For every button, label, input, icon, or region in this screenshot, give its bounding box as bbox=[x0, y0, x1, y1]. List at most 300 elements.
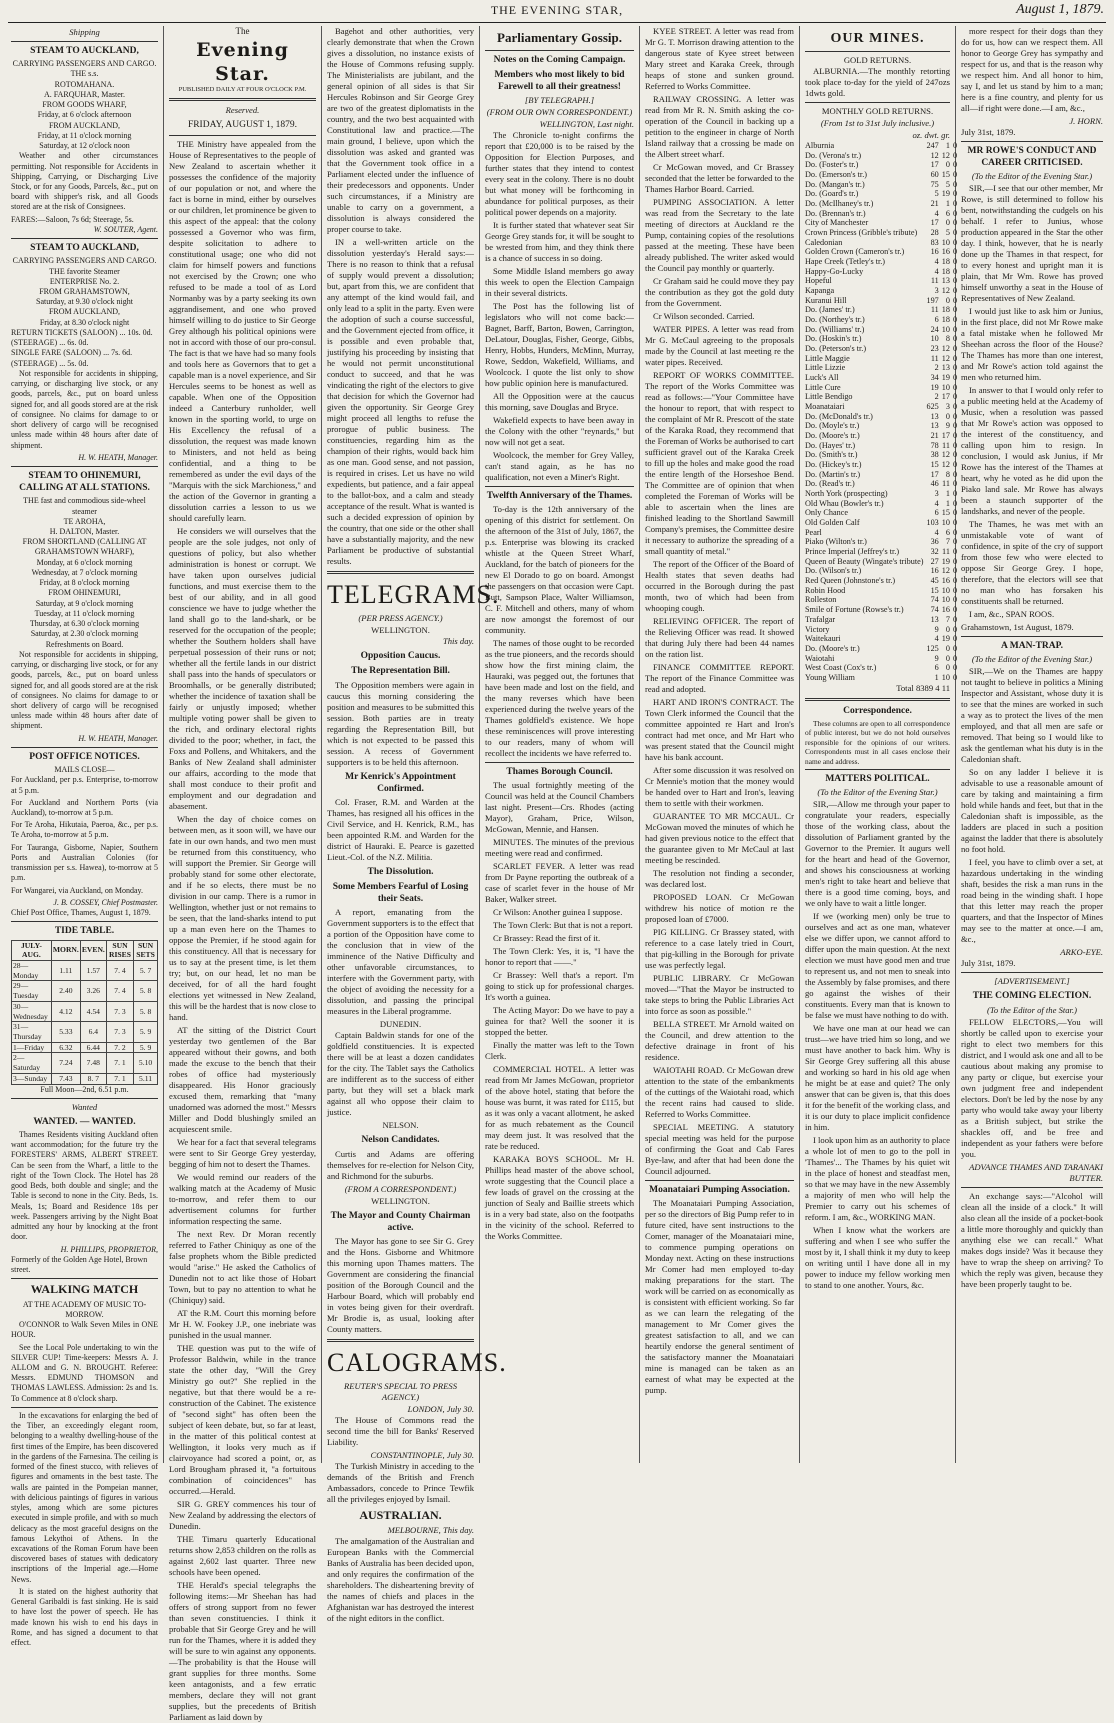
mine-name: Only Chance bbox=[805, 508, 848, 518]
table-row bbox=[805, 325, 957, 335]
article-paragraph: Finally the matter was left to the Town Clerk. bbox=[485, 1040, 634, 1062]
ad-title: STEAM TO AUCKLAND, bbox=[30, 46, 139, 56]
article-paragraph: COMMERCIAL HOTEL. A letter was read from Mr James McGowan, proprietor of the above hotel, stating that before the house was burnt, it was rated for £115, but as it was only a vacant allotment, he asked for as much rebatement as the Council may deem just. It was resolved that the rate be reduced. bbox=[485, 1064, 634, 1152]
gold-amount: 9 bbox=[934, 653, 939, 663]
returns-total: 8389 4 11 bbox=[915, 682, 950, 693]
postmaster: J. B. COSSEY, Chief Postmaster. bbox=[53, 897, 158, 907]
article-paragraph: Woolcock, the member for Grey Valley, can't stand again, as he has no qualification, not even a Miner's Right. bbox=[485, 450, 634, 483]
gold-amount: 1 bbox=[945, 489, 950, 499]
letter-body bbox=[805, 799, 950, 1291]
walking-match-body: O'CONNOR to Walk Seven Miles in ONE HOUR. bbox=[11, 1320, 158, 1340]
mine-name: Kuranui Hill bbox=[805, 295, 847, 305]
mine-name: Do. (Martin's tr.) bbox=[805, 469, 861, 479]
article-paragraph: RELIEVING OFFICER. The report of the Relieving Officer was read. It showed that during July there had been 44 names on the ration list. bbox=[645, 616, 794, 659]
tide-cell: 31—Thursday bbox=[12, 1022, 52, 1042]
letter-paragraph: The Thames, he was met with an unmistakable vote of want of confidence, in spite of the cry of support from those few who were elected to oppose Sir George Grey. I hope, therefore, that the electors will see that no man who has forsaken his constituents shall be returned. bbox=[961, 519, 1103, 607]
gold-amount: 0 bbox=[945, 411, 950, 421]
tide-table-body bbox=[12, 960, 158, 1084]
australian-title: AUSTRALIAN. bbox=[359, 1508, 442, 1523]
article-paragraph: PROPOSED LOAN. Cr McGowan withdrew his notice of motion re the proposed loan of £7000. bbox=[645, 892, 794, 924]
gold-amount: 74 bbox=[930, 595, 939, 605]
article-heading: Moanataiari Pumping Association. bbox=[649, 1185, 790, 1195]
telegram-heading: The Mayor and County Chairman active. bbox=[330, 1210, 471, 1233]
gold-returns-note: ALBURNIA.—The monthly retorting took place to-day for the yield of 247ozs 1dwts gold. bbox=[805, 65, 950, 98]
mine-name: Do. (Hoskin's tr.) bbox=[805, 334, 862, 344]
letter-signature: J. HORN. bbox=[1069, 116, 1103, 126]
column-council-continued bbox=[640, 26, 800, 1463]
gold-amount: 17 bbox=[941, 431, 950, 441]
gold-amount: 18 bbox=[941, 315, 950, 324]
letter-paragraph: So on any ladder I believe it is advisable to use a reasonable amount of care by taking and maintaining a firm hold while hands and feet, but that in the Caledonian shaft is impossible, as the ladders are placed in such a position against the ladder that there is absolutely no foot hold. bbox=[961, 767, 1103, 855]
correspondent-note: (FROM A CORRESPONDENT.) bbox=[344, 1183, 457, 1194]
column-mines bbox=[800, 26, 956, 1463]
divider bbox=[485, 486, 634, 487]
issue-date: August 1, 1879. bbox=[1016, 2, 1104, 17]
mine-name: Little Lizzie bbox=[805, 363, 846, 373]
mine-name: City of Manchester bbox=[805, 218, 869, 228]
mine-name: Do. (Moore's tr.) bbox=[805, 643, 860, 653]
mine-name: Happy-Go-Lucky bbox=[805, 266, 864, 276]
telegram-body: The Mayor has gone to see Sir G. Grey and the Hons. Gisborne and Whitmore this morning upon Thames matters. The Government are considering the financial position of the Borough Council and the Harbour Board, which will probably end in votes being given for their overdraft. Mr Brodie is, as usual, looking after County matters. bbox=[327, 1235, 474, 1334]
masthead bbox=[8, 0, 1106, 23]
editorial-paragraph: THE Herald's special telegraphs the following items:—Mr Sheehan has had offers of strong support from no fewer than seven constituencies. I think it probable that Sir George Grey and he will run for the Thames, where it is added they will be sure to win against any opponents.—The probability is that the House will grant supplies for three months. Some keen antagonists, and a few erratic members, declare they will not grant supplies, but the precedents of British Parliament as laid down by bbox=[169, 1579, 316, 1722]
table-row bbox=[805, 315, 957, 325]
mine-name: Young William bbox=[805, 672, 855, 682]
mine-name: Do. (Wilson's tr.) bbox=[805, 566, 862, 576]
table-row bbox=[805, 402, 957, 412]
gold-amount: 38 bbox=[930, 450, 939, 460]
gold-amount: 2 bbox=[934, 363, 939, 373]
gold-amount: 10 bbox=[941, 382, 950, 392]
schedule-line: THE favorite Steamer bbox=[49, 266, 120, 276]
telegraph-note: [BY TELEGRAPH.] bbox=[524, 95, 595, 106]
divider bbox=[961, 141, 1103, 142]
column-parliamentary bbox=[480, 26, 640, 1463]
walking-match-title: WALKING MATCH bbox=[30, 1282, 139, 1297]
article-paragraph: It is further stated that whatever seat Sir George Grey stands for, it will be sought to be wrested from him, and they think there is a chance of success in so doing. bbox=[485, 220, 634, 264]
article-paragraph: The Acting Mayor: Do we have to pay a guinea for that? Well the sooner it is stopped the better. bbox=[485, 1005, 634, 1038]
mine-name: Rolleston bbox=[805, 595, 837, 605]
article-paragraph: To-day is the 12th anniversary of the opening of this district for settlement. On the afternoon of the 31st of July, 1867, the p.s. Enterprise was blowing its cracked whistle at the Queen Street Wharf, Auckland, for the batch of pioneers for the new El Dorado to go on board. Amongst the passengers on that occasion were Capt. Butt, Sampson Place, Walter Williamson, C. F. Mitchell and others, many of whom are now amongst the foremost of our community. bbox=[485, 504, 634, 636]
letter-date: Grahamstown, 1st August, 1879. bbox=[961, 622, 1074, 633]
letter-body bbox=[961, 26, 1103, 114]
ad-subtitle: CARRYING PASSENGERS AND CARGO. bbox=[12, 256, 157, 266]
mine-name: Trafalgar bbox=[805, 614, 836, 624]
ticket-line: (STEERAGE) ... 5s. 0d. bbox=[11, 358, 89, 368]
gold-amount: 12 bbox=[941, 150, 950, 160]
divider bbox=[485, 762, 634, 763]
tide-header-cell: SUN RISES bbox=[106, 940, 133, 960]
mine-name: Do. (Hickey's tr.) bbox=[805, 460, 862, 470]
gold-amount: 4 bbox=[934, 208, 939, 218]
schedule-line: Saturday, at 9 o'clock morning bbox=[35, 598, 134, 608]
schedule-line: THE fast and commodious side-wheel steamer bbox=[23, 496, 146, 516]
tide-cell: 5. 8 bbox=[134, 1001, 158, 1021]
mine-name: Little Bendigo bbox=[805, 392, 853, 402]
table-row bbox=[805, 470, 957, 480]
telegram-heading: Opposition Caucus. bbox=[360, 651, 441, 662]
dateline-day: This day. bbox=[442, 636, 474, 647]
wanted-note: Formerly of the Golden Age Hotel, Brown street. bbox=[11, 1254, 148, 1275]
article-paragraph: Some Middle Island members go away this week to open the Election Campaign in their several districts. bbox=[485, 266, 634, 299]
gold-amount: 6 bbox=[934, 508, 939, 518]
gold-amount: 0 bbox=[952, 518, 958, 528]
gold-amount: 11 bbox=[930, 276, 939, 286]
gold-amount: 0 bbox=[952, 605, 958, 615]
telegram-body: The Opposition members were again in caucus this morning considering the position and measures to be submitted this session. Both parties are in treaty regarding the Representation Bill, but which is not expected to be passed this session. A recess of Government supporters is to be held this afternoon. bbox=[327, 679, 474, 767]
gold-amount: 0 bbox=[952, 315, 958, 324]
editorial-paragraph: He considers we will ourselves that the people are the sole judges, not only of questions of policy, but also whether administration is honest or corrupt. We have taken upon ourselves judicial functions, and must exercise them to the best of our ability, and in all good conscience we have to judge whether the land shall go to the land-shark, or be reserved for the occupation of the people; whether the Southern holders shall have perpetual possession of their runs or not; whether all the fertile lands in our district shall pass into the hands of speculators or Broomhalls, or be generally distributed; whether the incidence of taxation shall be fairly or unjustly imposed; whether multiple voting power shall be given to the rich, and ordinary electoral rights divided to the poor; whether, in fact, the Foxs and Pollens, and Whitakers, and the Banks of New Zealand shall administer our affairs, according to the mode that shall most conduce to their profit and employment and our degradation and abasement. bbox=[169, 525, 316, 811]
gold-amount: 45 bbox=[930, 576, 939, 586]
article-heading: Notes on the Coming Campaign. bbox=[493, 54, 626, 65]
gold-amount: 17 bbox=[930, 218, 939, 228]
editorial-paragraph: We hear for a fact that several telegrams were sent to Sir George Grey yesterday, begging of him not to desert the Thames. bbox=[169, 1136, 316, 1169]
gold-amount: 6 bbox=[945, 527, 950, 537]
gold-amount: 12 bbox=[941, 566, 950, 576]
table-row bbox=[805, 296, 957, 306]
gold-amount: 7 bbox=[945, 614, 950, 624]
table-row bbox=[12, 1001, 158, 1021]
gold-amount: 19 bbox=[941, 373, 950, 383]
gold-amount: 0 bbox=[952, 643, 958, 653]
table-row bbox=[805, 383, 957, 393]
mine-name: Little Maggie bbox=[805, 353, 850, 363]
gold-amount: 625 bbox=[926, 402, 939, 412]
table-row bbox=[805, 354, 957, 364]
section-heading: Shipping bbox=[69, 27, 100, 37]
mine-name: Do. (Brennan's tr.) bbox=[805, 208, 866, 218]
schedule-line: Tuesday, at 11 o'clock morning bbox=[34, 608, 135, 618]
gold-amount: 0 bbox=[952, 392, 958, 402]
divider bbox=[961, 1187, 1103, 1188]
tide-cell: 5. 8 bbox=[134, 981, 158, 1001]
mine-name: Golden Crown (Cameron's tr.) bbox=[805, 247, 905, 257]
gold-amount: 0 bbox=[945, 653, 950, 663]
wanted-body: Thames Residents visiting Auckland often want accommodation; for the future try the FORESTERS' ARMS, ALBERT STREET. Can be seen from the Wharf, a little to the right of the Town Clock. The Hotel has 28 good Beds, both double and single; and the Table is second to none in the City. Beds, 1s. Meals, 1s; Board and Residence 18s per week. Passengers arriving by the Night Boat admitted any hour by knocking at the front door. bbox=[11, 1129, 158, 1242]
gold-amount: 46 bbox=[930, 479, 939, 489]
letter-paragraph: In answer to that I would only refer to a public meeting held at the Academy of Music, when a resolution was passed that Mr Rowe's action was opposed to the interest of the constituency, and calling upon him to resign. In conclusion, I would ask Junius, if Mr Rowe has the interest of the Thames at heart, why he voted as he did upon the Piako land sale. Mr Rowe has always been a staunch supporter of the landsharks, and never of the people. bbox=[961, 385, 1103, 517]
ad-schedule bbox=[11, 496, 158, 650]
gold-amount: 19 bbox=[941, 189, 950, 199]
telegram-heading: The Representation Bill. bbox=[351, 666, 450, 677]
tide-cell: 5.33 bbox=[51, 1022, 80, 1042]
letter-title: A MAN-TRAP. bbox=[1001, 641, 1063, 652]
article-paragraph: KARAKA BOYS SCHOOL. Mr H. Phillips head master of the above school, wrote suggesting that the Council place a few loads of gravel on the crossing at the junction of Sealy and Baillie streets which is in a very bad state, also on the footpaths in the vicinity of the school. Referred to the Works Committee. bbox=[485, 1154, 634, 1242]
letter-body bbox=[961, 666, 1103, 945]
to-editor: (To the Editor of the Evening Star.) bbox=[971, 171, 1093, 182]
tide-cell: 30—Wednesday bbox=[12, 1001, 52, 1021]
letter-title: THE COMING ELECTION. bbox=[972, 991, 1092, 1002]
divider bbox=[485, 50, 634, 51]
table-row bbox=[805, 605, 957, 615]
column-editorial bbox=[164, 26, 322, 1722]
gold-amount: 83 bbox=[930, 237, 939, 247]
letter-paragraph: SIR,—I see that our other member, Mr Rowe, is still determined to follow his bent, notwithstanding the cudgels on his behalf. I refer to Junius, whose production appeared in the Star the other day. I think, however, that he is nearly done up the Thames in that respect, for to every honest and upright man it is plain, that Mr Wm. Rowe has proved himself unworthy a seat in the House of Representatives of New Zealand. bbox=[961, 183, 1103, 304]
article-paragraph: BELLA STREET. Mr Arnold waited on the Council, and drew attention to the defective drainage in front of his residence. bbox=[645, 1019, 794, 1062]
schedule-line: Friday, at 6 o'clock afternoon bbox=[37, 110, 132, 120]
divider bbox=[11, 41, 158, 42]
article-paragraph: An exchange says:—"Alcohol will clean all the inside of a clock." It will also clean all the inside of a pocket-book a little more thoroughly and quickly than anything else we can recall." What makes dogs inside? Was it because they have to wrap the sheep on arriving? To which the reply was given, because they have been properly taught to be. bbox=[961, 1190, 1103, 1289]
schedule-line: Wednesday, at 7 o'clock morning bbox=[31, 567, 138, 577]
schedule-line: FROM GRAHAMSTOWN, bbox=[39, 287, 130, 296]
article-paragraph: Cr Wilson seconded. Carried. bbox=[653, 311, 755, 321]
tide-cell: 7. 1 bbox=[106, 1053, 133, 1073]
gold-amount: 27 bbox=[930, 556, 939, 566]
tide-cell: 6.44 bbox=[80, 1042, 106, 1053]
gold-amount: 0 bbox=[945, 663, 950, 673]
gold-amount: 1 bbox=[934, 672, 939, 682]
gold-amount: 74 bbox=[930, 605, 939, 615]
gold-amount: 32 bbox=[930, 547, 939, 557]
schedule-line: FROM GOODS WHARF, bbox=[42, 100, 127, 110]
article-paragraph: HART AND IRON'S CONTRACT. The Town Clerk informed the Council that the committee appointed re Hart and Iron's contract had met once, and Mr Hart who was present stated that the Council might have his bank account. bbox=[645, 697, 794, 762]
gold-amount: 10 bbox=[941, 237, 950, 247]
gold-amount: 0 bbox=[945, 218, 950, 228]
telegram-heading: Mr Kenrick's Appointment Confirmed. bbox=[345, 771, 456, 794]
tide-cell: 1—Friday bbox=[12, 1042, 52, 1053]
mine-name: Victory bbox=[805, 624, 830, 634]
schedule-line: A. FARQUHAR, Master. bbox=[44, 89, 125, 99]
table-row bbox=[805, 499, 957, 509]
gold-amount: 0 bbox=[945, 643, 950, 653]
gold-amount: 0 bbox=[952, 266, 958, 276]
schedule-line: Friday, at 8.30 o'clock night bbox=[39, 317, 130, 327]
gold-amount: 1 bbox=[945, 140, 950, 150]
mine-name: Old Golden Calf bbox=[805, 518, 860, 528]
letter-body bbox=[961, 1017, 1103, 1160]
ad-title: STEAM TO AUCKLAND, bbox=[30, 243, 139, 254]
telegram-body: Curtis and Adams are offering themselves for re-election for Nelson City, and Richmond for the suburbs. bbox=[327, 1148, 474, 1181]
editorial-paragraph: When the day of choice comes on between men, as it soon will, we have our fate in our own hands, and two men must be returned from this constituency, who will support the Premier. Sir George will probably stand for some other electorate, and if he so elects, there must be no division in our camp. There is a rumor in Wellington, whether just or not remains to be seen, that the land-sharks intend to put up a man even here on the Thames to oppose the Premier, if he stood again for this constituency. All that is necessary for us to say at the present time, is let them try; but, on our head, let no man be deceived, for of all the hard fought elections yet witnessed in New Zealand, this will be the hardest that is now close to hand. bbox=[169, 813, 316, 1022]
article-heading: Thames Borough Council. bbox=[506, 767, 613, 778]
article-paragraph: IN a well-written article on the dissolution yesterday's Herald says:—There is no reason to think that a refusal of supply would prevent a dissolution; but, apart from this, we are confident that any attempt of the kind would fail, and only lead to a split in the party. Even were the adoption of such a course successful, and the Government ejected from office, it is possible and even probable that, justifying his proceeding by insisting that he would not permit unconstitutional conduct to succeed, and that he was vindicating the right of the electors to give that decision for which the Governor had given the opportunity. Sir George Grey might proceed all lengths to refuse the prorogue of public business. The constituencies, regarding him as the champion of their rights, would back him as one man. Good sense, and not passion, is required in crises. Let us have no wild expedients, but patience, and a fair appeal to the ballot-box, and a calm and steady acceptance of the result. What is wanted is such a decided expression of opinion by the country, that one side or the other shall have a substantially majority, and the new Parliament be productive of substantial results. bbox=[327, 237, 474, 566]
mine-name: Kapanga bbox=[805, 285, 835, 295]
tide-cell: 7. 3 bbox=[106, 1001, 133, 1021]
divider bbox=[11, 1407, 158, 1408]
gold-amount: 0 bbox=[952, 256, 958, 266]
gold-amount: 0 bbox=[952, 421, 958, 431]
wanted-title: WANTED. — WANTED. bbox=[33, 1116, 136, 1127]
article-body bbox=[645, 26, 794, 1177]
article-paragraph: All the Opposition were at the caucus this morning, save Douglas and Bryce. bbox=[485, 391, 634, 413]
gold-amount: 0 bbox=[952, 566, 958, 576]
editorial-paragraph: THE question was put to the wife of Professor Baldwin, while in the trance state the other day, "Will the Grey Ministry go out?" She replied in the negative, but that there would be a re-construction of the Cabinet. The existence of "second sight" has often been the subject of keen debate, but, so far at least, in the matter of this political contest at Wellington, it looks very much as if clairvoyance had scored a point, or, as Lord Brougham phrased it, "a fortuitous combination of coincidences" has occurred.—Herald. bbox=[169, 1342, 316, 1496]
gold-amount: 10 bbox=[941, 585, 950, 595]
gold-amount: 0 bbox=[952, 344, 958, 354]
schedule-line: ROTOMAHANA. bbox=[54, 79, 115, 89]
gold-amount: 0 bbox=[945, 160, 950, 170]
mine-name: Crown Princess (Gribble's tribute) bbox=[805, 227, 918, 237]
gold-amount: 16 bbox=[941, 247, 950, 257]
schedule-line: FROM OHINEMURI, bbox=[48, 588, 121, 598]
tide-cell: 1.11 bbox=[51, 960, 80, 980]
gold-amount: 0 bbox=[952, 198, 958, 208]
mail-line: For Auckland, per p.s. Enterprise, to-morrow at 5 p.m. bbox=[11, 775, 158, 795]
tide-header-cell: SUN SETS bbox=[134, 940, 158, 960]
telegram-heading: Some Members Fearful of Losing their Seats. bbox=[332, 882, 469, 905]
tide-cell: 7. 1 bbox=[106, 1073, 133, 1084]
gold-amount: 5 bbox=[945, 227, 950, 237]
divider bbox=[327, 1339, 474, 1342]
tide-header-cell: MORN. bbox=[51, 940, 80, 960]
gold-amount: 4 bbox=[934, 634, 939, 644]
gold-amount: 11 bbox=[942, 547, 950, 557]
tide-cell: 5. 7 bbox=[134, 960, 158, 980]
gold-amount: 16 bbox=[930, 247, 939, 257]
ticket-line: RETURN TICKETS (SALOON) ... 10s. 0d. bbox=[11, 327, 153, 337]
tide-cell: 7.43 bbox=[51, 1073, 80, 1084]
gold-amount: 28 bbox=[930, 227, 939, 237]
gold-amount: 12 bbox=[941, 353, 950, 363]
schedule-line: Friday, at 11 o'clock morning bbox=[37, 130, 132, 140]
schedule-line: Thursday, at 6.30 o'clock morning bbox=[29, 619, 140, 629]
article-paragraph: The names of those ought to be recorded as the true pioneers, and the records should show how the first mining claim, the Hauraki, was pegged out, the fortunes that have been made and lost on the field, and the many reverses which have been experienced during the twelve years of the Thames goldfield's existence. We hope these reminiscences will prove interesting to our readers, many of whom will recollect the incidents we have referred to. bbox=[485, 638, 634, 759]
gold-amount: 21 bbox=[930, 431, 939, 441]
post-office-title: POST OFFICE NOTICES. bbox=[29, 751, 140, 762]
article-paragraph: Wakefield expects to have been away in the Colony with the other "reynards," but now will not get a seat. bbox=[485, 415, 634, 448]
ad-agent: H. W. HEATH, Manager. bbox=[78, 733, 158, 743]
gold-amount: 75 bbox=[930, 179, 939, 189]
table-row bbox=[805, 663, 957, 673]
column-telegrams bbox=[322, 26, 507, 1624]
gold-amount: 24 bbox=[930, 324, 939, 334]
gold-amount: 3 bbox=[945, 402, 950, 412]
ad-agent: W. SOUTER, Agent. bbox=[93, 224, 158, 234]
table-row bbox=[805, 344, 957, 354]
gold-amount: 17 bbox=[941, 392, 950, 402]
letter-title: MR ROWE'S CONDUCT AND CAREER CRITICISED. bbox=[967, 146, 1097, 169]
section-heading: Wanted bbox=[71, 1101, 98, 1112]
tide-header-cell: JULY-AUG. bbox=[12, 940, 52, 960]
editorial-dateline: FRIDAY, AUGUST 1, 1879. bbox=[187, 120, 298, 131]
mine-name: Old Whau (Bowler's tr.) bbox=[805, 498, 884, 508]
ad-title: STEAM TO OHINEMURI, CALLING AT ALL STATIONS. bbox=[19, 470, 150, 494]
gold-amount: 0 bbox=[952, 208, 958, 218]
schedule-line: FROM AUCKLAND, bbox=[48, 120, 121, 130]
gold-amount: 103 bbox=[926, 518, 939, 528]
table-row bbox=[805, 547, 957, 557]
gold-amount: 16 bbox=[941, 576, 950, 586]
table-row bbox=[805, 489, 957, 499]
tide-cell: 28—Monday bbox=[12, 960, 52, 980]
gold-amount: 13 bbox=[930, 411, 939, 421]
table-row bbox=[805, 508, 957, 518]
gold-amount: 0 bbox=[952, 295, 958, 305]
mine-name: Waiotahi bbox=[805, 653, 835, 663]
gold-amount: 6 bbox=[945, 208, 950, 218]
divider bbox=[805, 698, 950, 701]
divider bbox=[805, 51, 950, 52]
mine-name: Robin Hood bbox=[805, 585, 846, 595]
mine-name: Queen of Beauty (Wingate's tribute) bbox=[805, 556, 924, 566]
table-row bbox=[805, 625, 957, 635]
article-heading: Twelfth Anniversary of the Thames. bbox=[486, 491, 633, 502]
table-row bbox=[805, 180, 957, 190]
gold-amount: 17 bbox=[930, 160, 939, 170]
article-paragraph: Cr Graham said he could move they pay the contribution as they got the gold duty from the Government. bbox=[645, 276, 794, 308]
mine-name: Do. (Emerson's tr.) bbox=[805, 169, 867, 179]
dateline-place: MELBOURNE, This day. bbox=[387, 1525, 474, 1536]
schedule-line: THE s.s. bbox=[70, 69, 99, 79]
returns-total-label: Total bbox=[896, 682, 914, 693]
tide-cell: 5. 9 bbox=[134, 1022, 158, 1042]
gold-amount: 6 bbox=[934, 315, 939, 324]
divider bbox=[11, 466, 158, 467]
divider bbox=[11, 921, 158, 922]
article-paragraph: RAILWAY CROSSING. A letter was read from Mr R. N. Smith asking the co-operation of the Council in backing up a petition to the engineer in charge of North Island railway that a crossing be made on the Albert street wharf. bbox=[645, 94, 794, 159]
gold-amount: 0 bbox=[952, 324, 958, 334]
gold-amount: 0 bbox=[952, 460, 958, 470]
gold-amount: 0 bbox=[952, 382, 958, 392]
gold-amount: 0 bbox=[952, 624, 958, 634]
newspaper-title: THE EVENING STAR, bbox=[490, 3, 624, 17]
mine-name: West Coast (Cox's tr.) bbox=[805, 663, 877, 673]
divider bbox=[961, 636, 1103, 637]
column-letters bbox=[956, 26, 1108, 1463]
ticket-line: (STEERAGE) ... 6s. 0d. bbox=[11, 338, 89, 348]
post-office-date: Chief Post Office, Thames, August 1, 1879. bbox=[11, 908, 151, 918]
letter-paragraph: SIR,—We on the Thames are happy not taught to believe in politics a Mining Inspector and Assistant, whose duty it is to see that the mines are worked in such a way as to protect the lives of the men employed, and that all men are safe or removed. That being so I would like to ask the gentleman what his duty is in the Caledonian shaft. bbox=[961, 666, 1103, 765]
letter-date: July 31st, 1879. bbox=[961, 958, 1016, 969]
article-paragraph: The Moanataiari Pumping Association, per so the directors of Big Pump refer to in future cited, have sent instructions to the Comer, manager of the Moanataiari mine, to commence pumping operations on Monday next. Acting on these instructions Mr Comer had men employed to-day making preparations for the start. The work will be carried on as economically as is consistent with efficient working. So far as we can learn the relegating of the management to Mr Comer gives the greatest satisfaction to all, and we can heartily endorse the general sentiment of the satisfactory manner the Moanataiari mine is managed can be taken as an earnest of what may be expected at the pump. bbox=[645, 1198, 794, 1396]
table-row bbox=[805, 412, 957, 422]
table-row bbox=[805, 537, 957, 547]
gold-amount: 0 bbox=[952, 440, 958, 450]
article-paragraph: FINANCE COMMITTEE REPORT. The report of the Finance Committee was read and adopted. bbox=[645, 662, 794, 694]
letter-paragraph: I look upon him as an authority to place a whole lot of men to go to the poll in 'Thames'... The Thames by his quiet wit in the place of honest and steadfast men, so that we may have in the new Assembly a majority of men who will help the Premier to carry out his schemes of reform. I am, &c., WORKING MAN. bbox=[805, 1135, 950, 1223]
gold-amount: 8 bbox=[945, 334, 950, 344]
gold-amount: 0 bbox=[952, 179, 958, 189]
mine-name: Moanataiari bbox=[805, 402, 845, 412]
mine-name: North York (prospecting) bbox=[805, 489, 888, 499]
gold-amount: 10 bbox=[941, 595, 950, 605]
gold-amount: 12 bbox=[930, 150, 939, 160]
telegrams-title: TELEGRAMS. bbox=[327, 580, 500, 609]
tide-cell: 7. 2 bbox=[106, 1042, 133, 1053]
gold-amount: 13 bbox=[930, 614, 939, 624]
section-title: Parliamentary Gossip. bbox=[497, 30, 622, 45]
returns-total-row bbox=[805, 683, 950, 694]
editorial-paragraph: THE Timaru quarterly Educational returns show 2,853 children on the rolls as against 2,602 last quarter. Three new schools have been opened. bbox=[169, 1533, 316, 1577]
article-body bbox=[485, 130, 634, 483]
article-paragraph: Cr Brassey: Well that's a report. I'm going to stick up for professional charges. It's worth a guinea. bbox=[485, 970, 634, 1003]
gold-amount: 1 bbox=[945, 198, 950, 208]
letter-paragraph: FELLOW ELECTORS,—You will shortly be called upon to exercise your right to elect two members for this district, and I would ask one and all to be cautious about making any promise to any party or clique, but exercise your own judgment free and independent electors. Don't be led by the nose by any party who would take away your liberty as a British subject, but strike the shackles off, and be free and independent as your fathers were before you. bbox=[961, 1016, 1103, 1159]
mine-name: Little Cure bbox=[805, 382, 841, 392]
article-paragraph: WATER PIPES. A letter was read from Mr G. McCaul agreeing to the proposals made by the Council at last meeting re the water pipes. Received. bbox=[645, 324, 794, 367]
divider bbox=[169, 135, 316, 136]
article-paragraph: It is stated on the highest authority that General Garibaldi is fast sinking. He is said to have lost the power of speech. He has made known his wish to end his days in Rome, and has signed a document to that effect. bbox=[11, 1586, 158, 1648]
article-body bbox=[485, 780, 634, 1242]
letter-paragraph: SIR,—Allow me through your paper to congratulate your readers, especially those of the working class, about the dissolution of Parliament granted by the Governor to the Premier. It augurs well for the heart and head of the Governor, and shows his consciousness at working men's right to take heart and believe that there is a good time coming, boys, and we only have to wait a little longer. bbox=[805, 799, 950, 909]
mine-name: Do. (Hayes' tr.) bbox=[805, 440, 856, 450]
table-row bbox=[805, 170, 957, 180]
gold-amount: 0 bbox=[952, 189, 958, 199]
telegram-body: A report, emanating from the Government supporters is to the effect that a portion of the Opposition have come to the conclusion that in view of the imminence of the Native Difficulty and other unfavorable circumstances, to interfere with the Government party, with the object of avoiding the necessity for a dissolution, and passing the principal measures in the Liberal programme. bbox=[327, 907, 474, 1017]
article-paragraph: The Town Clerk: Yes, it is, "I have the honor to report that ——." bbox=[485, 946, 634, 968]
table-row bbox=[805, 392, 957, 402]
ad-subtitle: CARRYING PASSENGERS AND CARGO. bbox=[12, 59, 157, 69]
table-row bbox=[805, 460, 957, 470]
mail-line: For Tauranga, Gisborne, Napier, Southern Ports and Australian Colonies (for transmission per s.s. Hawea), to-morrow at 5 p.m. bbox=[11, 842, 158, 883]
tide-header-cell: EVEN. bbox=[80, 940, 106, 960]
gold-returns-table bbox=[805, 141, 957, 683]
gold-returns-body bbox=[805, 141, 957, 683]
gold-amount: 8 bbox=[945, 469, 950, 479]
mine-name: Do. (McDonald's tr.) bbox=[805, 411, 873, 421]
ad-fares: FARES:—Saloon, 7s 6d; Steerage, 5s. bbox=[11, 214, 134, 224]
letter-paragraph: We have one man at our head we can trust—we have tried him so long, and we must have another to back him. Why is Sir George Grey suffering all this abuse and working so hard in his old age when he might be at ease and quiet? The only answer that can be given is, that this does it for the benefit of the working class, and it is our duty to place implicit confidence in him. bbox=[805, 1023, 950, 1133]
